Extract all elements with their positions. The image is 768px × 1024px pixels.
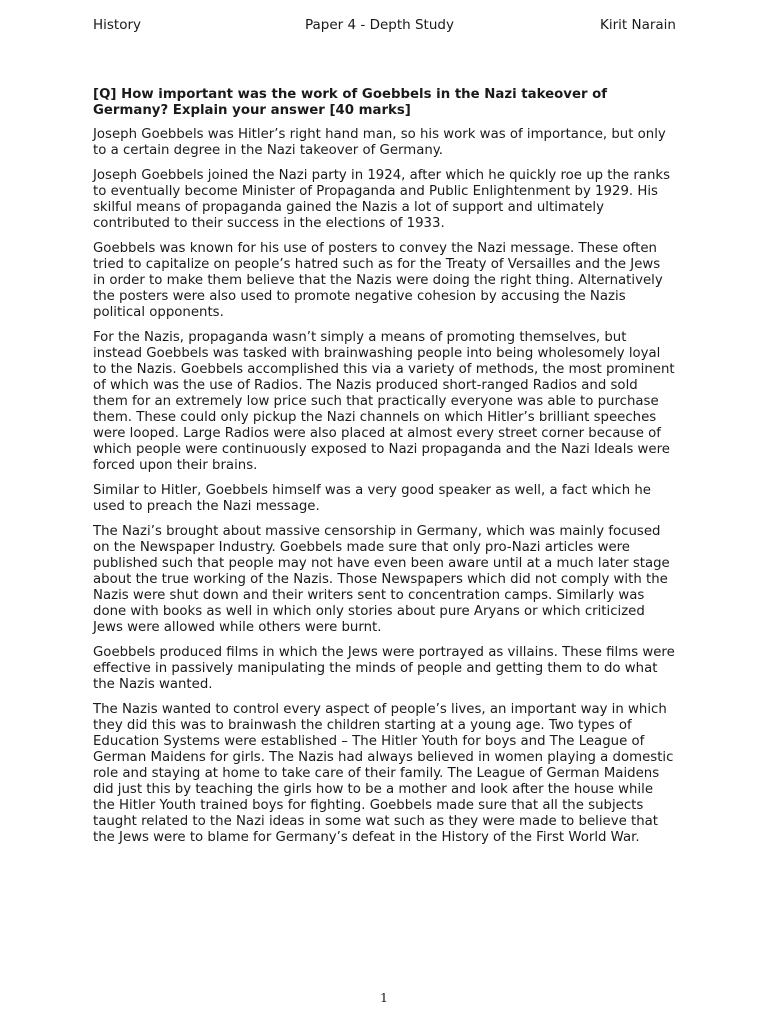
paragraph: Joseph Goebbels joined the Nazi party in 1924, after which he quickly roe up the ranks to eventually become Minister of Propaganda and Public Enlightenment by 1929. His skilful means of propaganda gained the Nazis a lot of support and ultimately contributed to their success in the elections of 1933. bbox=[93, 167, 671, 232]
paragraph: For the Nazis, propaganda wasn’t simply a means of promoting themselves, but instead Goebbels was tasked with brainwashing people into being wholesomely loyal to the Nazis. Goebbels accomplished this via a variety of methods, the most prominent of which was the use of Radios. The Nazis produced short-ranged Radios and sold them for an extremely low price such that practically everyone was able to purchase them. These could only pickup the Nazi channels on which Hitler’s brilliant speeches were looped. Large Radios were also placed at almost every street corner because of which people were continuously exposed to Nazi propaganda and the Nazi Ideals were forced upon their brains. bbox=[93, 329, 675, 474]
page-footer bbox=[0, 990, 768, 1006]
paragraph: Joseph Goebbels was Hitler’s right hand man, so his work was of importance, but only to a certain degree in the Nazi takeover of Germany. bbox=[93, 127, 666, 159]
page-number: 1 bbox=[380, 990, 388, 1005]
paragraph: Goebbels was known for his use of posters to convey the Nazi message. These often tried to capitalize on people’s hatred such as for the Treaty of Versailles and the Jews in order to make them believe that the Nazis were doing the right thing. Alternatively the posters were also used to promote negative cohesion by accusing the Nazis political opponents. bbox=[93, 240, 663, 321]
header-paper-title: Paper 4 - Depth Study bbox=[305, 17, 454, 33]
paragraph: The Nazis wanted to control every aspect of people’s lives, an important way in which they did this was to brainwash the children starting at a young age. Two types of Education Systems were established – The Hitler Youth for boys and The League of German Maidens for girls. The Nazis had always believed in women playing a domestic role and staying at home to take care of their family. The League of German Maidens did just this by teaching the girls how to be a mother and look after the house while the Hitler Youth trained boys for fighting. Goebbels made sure that all the subjects taught related to the Nazi ideas in some wat such as they were made to believe that the Jews were to blame for Germany’s defeat in the History of the First World War. bbox=[93, 701, 674, 846]
paragraph: The Nazi’s brought about massive censorship in Germany, which was mainly focused on the Newspaper Industry. Goebbels made sure that only pro-Nazi articles were published such that people may not have even been aware until at a much later stage about the true working of the Nazis. Those Newspapers which did not comply with the Nazis were shut down and their writers sent to concentration camps. Similarly was done with books as well in which only stories about pure Aryans or which criticized Jews were allowed while others were burnt. bbox=[93, 523, 670, 636]
essay-question: [Q] How important was the work of Goebbels in the Nazi takeover of Germany? Explain your answer [40 marks] bbox=[93, 87, 608, 119]
paragraph: Similar to Hitler, Goebbels himself was a very good speaker as well, a fact which he used to preach the Nazi message. bbox=[93, 483, 651, 515]
header-author: Kirit Narain bbox=[600, 17, 676, 33]
page-header bbox=[93, 16, 676, 34]
header-subject: History bbox=[93, 17, 142, 33]
essay-body bbox=[93, 87, 676, 855]
paragraph: Goebbels produced films in which the Jews were portrayed as villains. These films were effective in passively manipulating the minds of people and getting them to do what the Nazis wanted. bbox=[93, 644, 675, 693]
